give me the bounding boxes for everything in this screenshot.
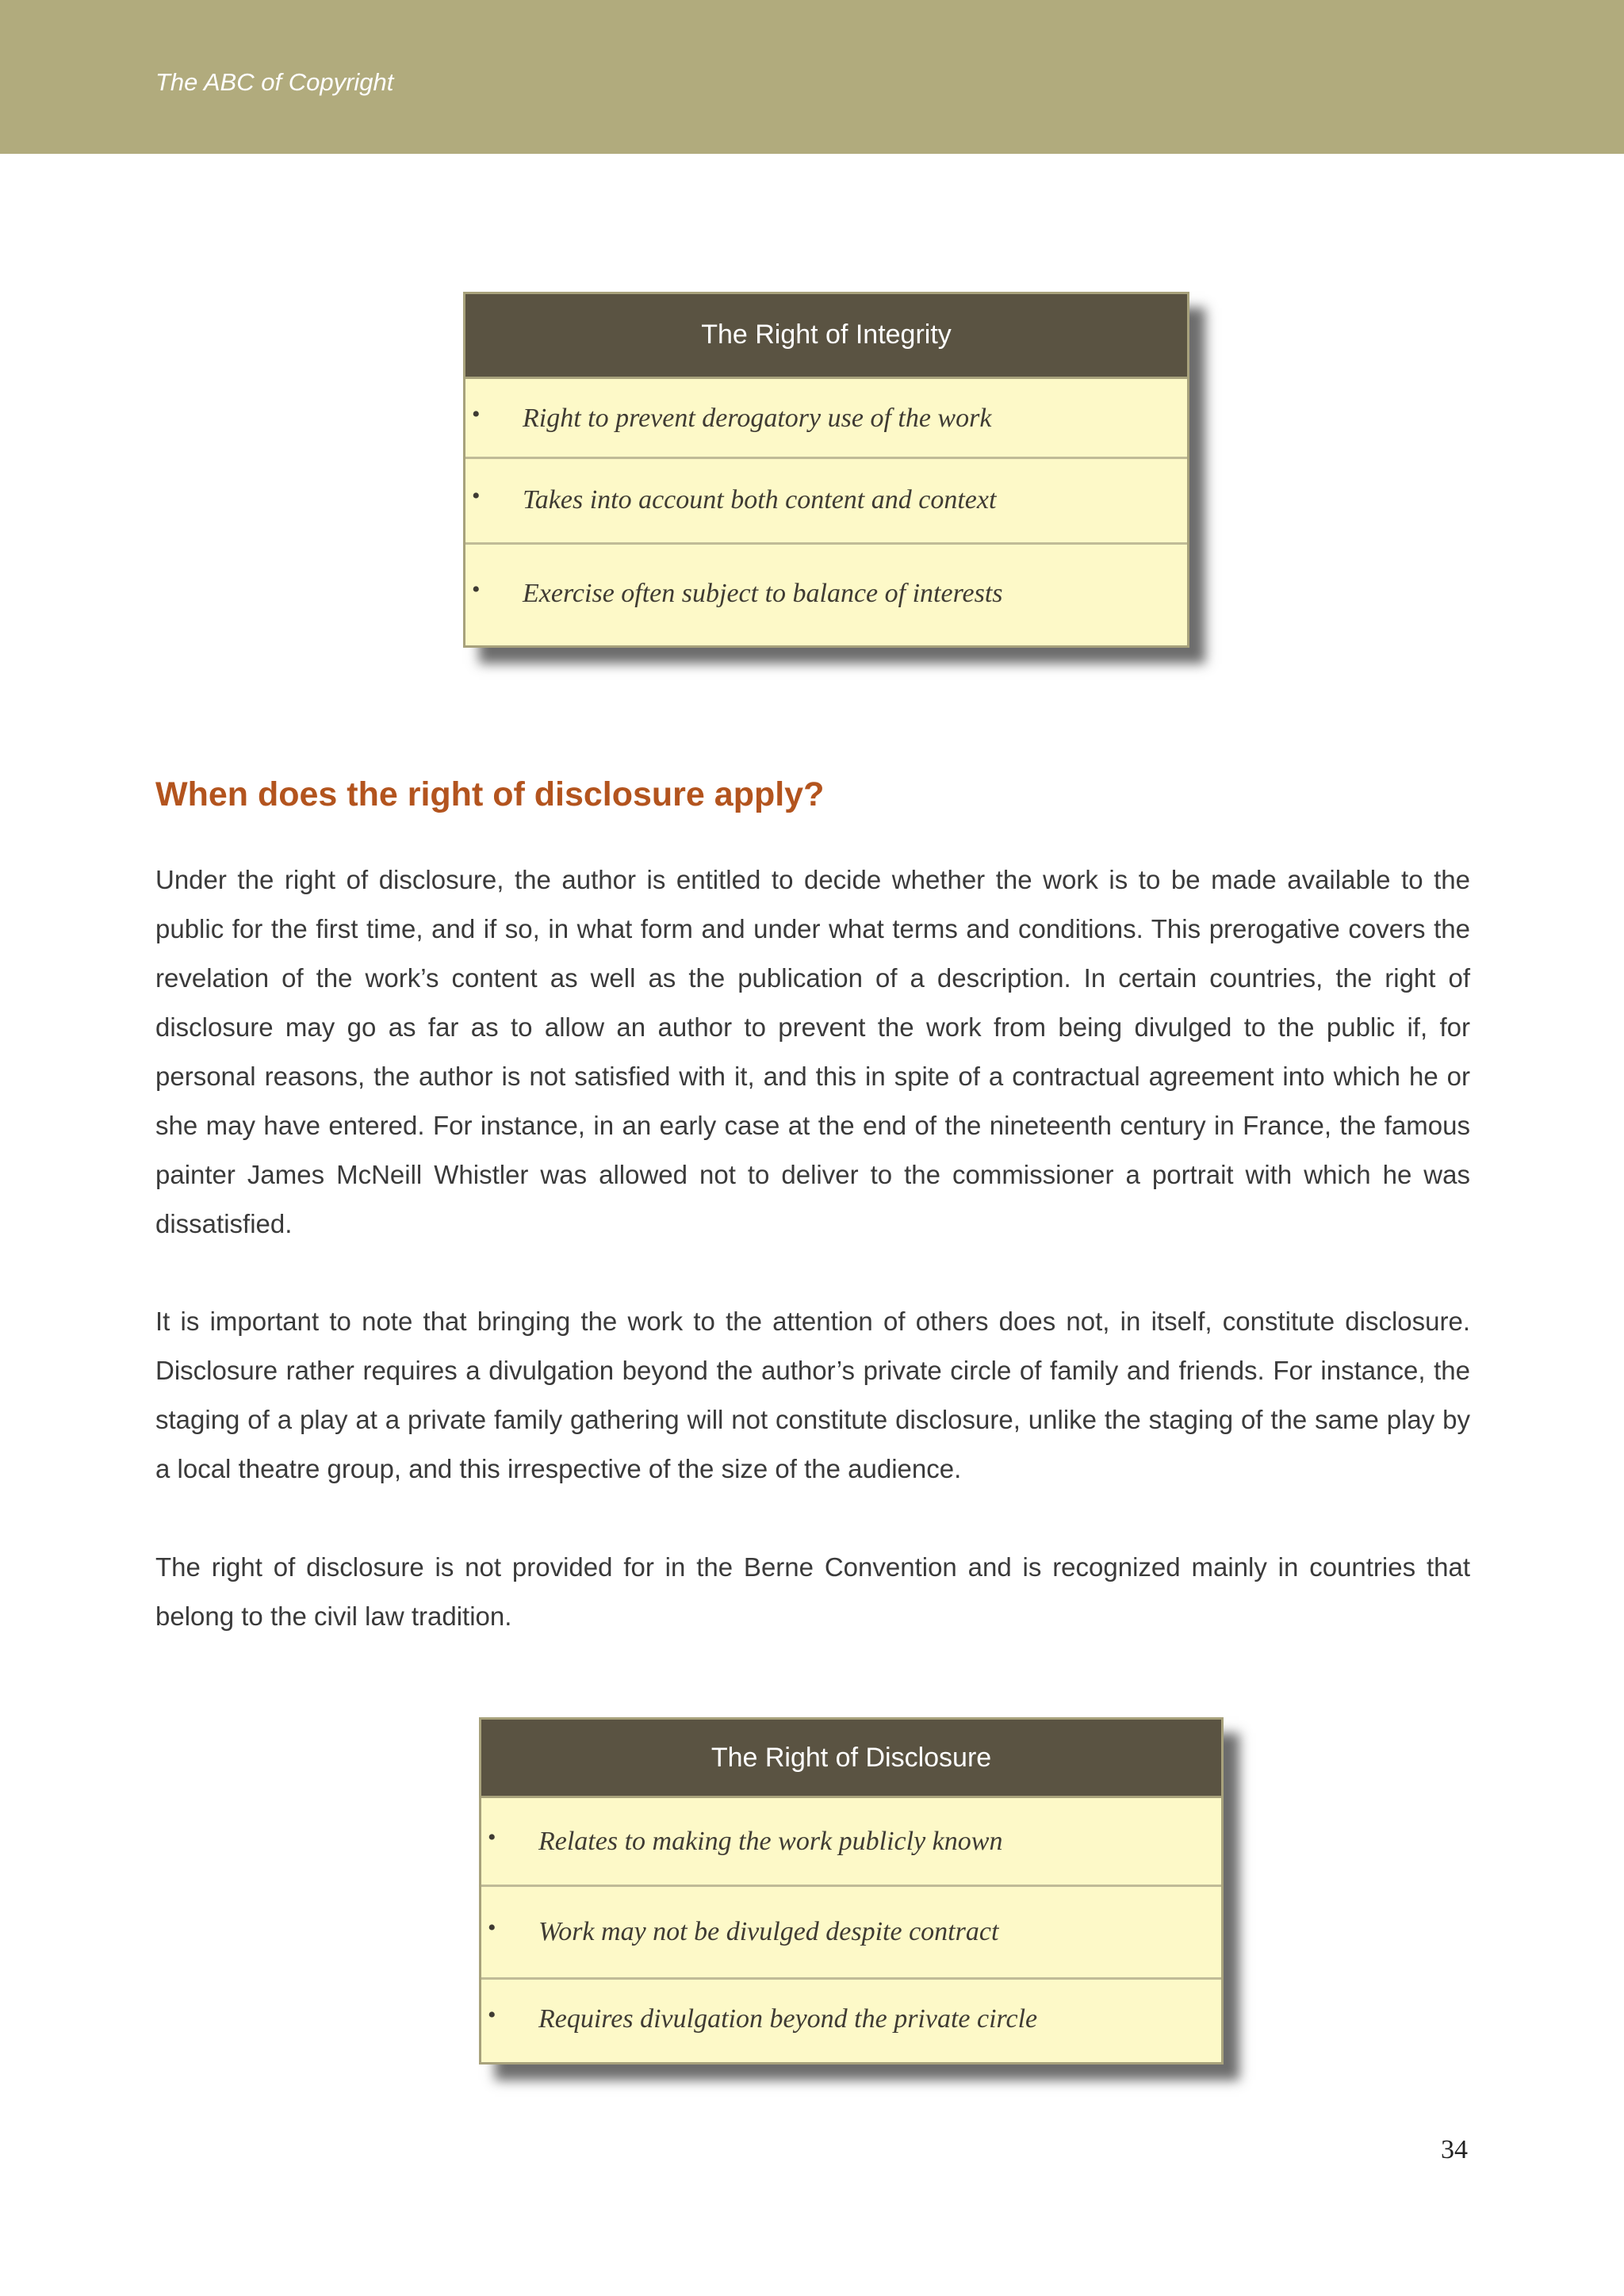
- disclosure-box-item: • Relates to making the work publicly known: [481, 1798, 1221, 1887]
- integrity-box-title: The Right of Integrity: [465, 294, 1187, 379]
- page-number: 34: [1441, 2135, 1468, 2164]
- disclosure-box-item: • Requires divulgation beyond the private circle: [488, 2002, 1038, 2034]
- integrity-box-item: • Takes into account both content and context: [465, 459, 1187, 545]
- disclosure-box-title: The Right of Disclosure: [481, 1720, 1221, 1798]
- running-title: The ABC of Copyright: [155, 68, 394, 96]
- disclosure-box-item: • Work may not be divulged despite contract: [481, 1887, 1221, 1980]
- bullet-icon: •: [488, 2002, 496, 2028]
- disclosure-summary-box: [479, 1717, 1224, 2064]
- integrity-box-item: • Exercise often subject to balance of interests: [472, 576, 1003, 608]
- section-heading: When does the right of disclosure apply?: [155, 775, 825, 813]
- body-paragraph: It is important to note that bringing the work to the attention of others does not, in itself, constitute disclosure. Disclosure rather requires a divulgation beyond the author’s private circle of family and friends. For instance, the staging of a play at a private family gathering will not constitute disclosure, unlike the staging of the same play by a local theatre group, and this irrespective of the size of the audience.: [155, 1307, 1470, 1483]
- body-paragraph: The right of disclosure is not provided for in the Berne Convention and is recognized mainly in countries that belong to the civil law tradition.: [155, 1552, 1470, 1631]
- bullet-icon: •: [488, 1824, 496, 1850]
- bullet-icon: •: [472, 483, 481, 509]
- bullet-icon: •: [472, 576, 481, 603]
- body-paragraph: Under the right of disclosure, the author is entitled to decide whether the work is to be made available to the public for the first time, and if so, in what form and under what terms and conditions. This prerogative covers the revelation of the work’s content as well as the publication of a description. In certain countries, the right of disclosure may go as far as to allow an author to prevent the work from being divulged to the public if, for personal reasons, the author is not satisfied with it, and this in spite of a contractual agreement into which he or she may have entered. For instance, in an early case at the end of the nineteenth century in France, the famous painter James McNeill Whistler was allowed not to deliver to the commissioner a portrait with which he was dissatisfied.: [155, 865, 1470, 1238]
- integrity-box-item: • Right to prevent derogatory use of the work: [465, 379, 1187, 459]
- bullet-icon: •: [472, 401, 481, 427]
- integrity-summary-box: [463, 292, 1189, 648]
- bullet-icon: •: [488, 1915, 496, 1941]
- header-band: [0, 0, 1624, 154]
